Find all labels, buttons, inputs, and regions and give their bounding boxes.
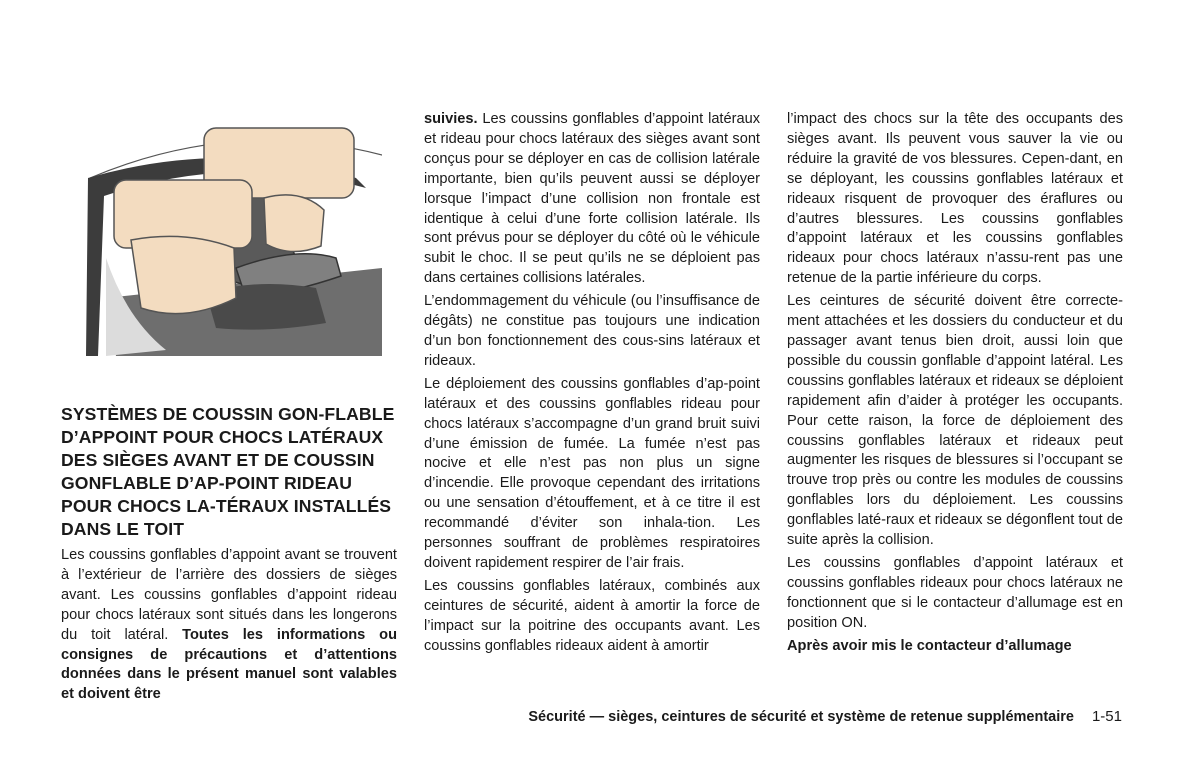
column-3: [787, 110, 1123, 659]
col2-paragraph-2: L’endommagement du véhicule (ou l’insuffisance de dégâts) ne constitue pas toujours une indication d’un bon fonctionnement des cous-sins latéraux et rideaux.: [424, 293, 760, 369]
col2-paragraph-1: [424, 110, 760, 289]
col3-paragraph-2: Les ceintures de sécurité doivent être correcte-ment attachées et les dossiers du conducteur et du passager avant tenus bien droit, aussi loin que possible du coussin gonflable d’appoint latéral. Les coussins gonflables latéraux et rideaux se déploient rapidement afin d’aider à protéger les occupants. Pour cette raison, la force de déploiement des coussins gonflables latéraux et rideaux peut augmenter les risques de blessures si l’occupant se trouve trop près ou contre les modules de coussins gonflables lors du déploiement. Les coussins gonflables laté-raux et rideaux se dégonflent tout de suite après la collision.: [787, 293, 1123, 549]
col1-paragraph-1: [61, 546, 397, 705]
col3-paragraph-1: l’impact des chocs sur la tête des occupants des sièges avant. Ils peuvent vous sauver la vie ou réduire la gravité de vos blessures. Cepen-dant, en se déployant, les coussins gonflables latéraux et rideaux risquent de provoquer des éraflures ou d’autres blessures. Les coussins gonflables d’appoint latéraux et les coussins gonflables rideaux pour chocs latéraux n’assu-rent pas une retenue de la partie inférieure du corps.: [787, 111, 1123, 287]
col2-p1-text: Les coussins gonflables d’appoint latéraux et rideau pour chocs latéraux des sièges avant sont conçus pour se déployer en cas de collision latérale importante, bien qu’ils peuvent aussi se déployer lorsque l’impact d’une collision non frontale est identique à celui d’une forte collision latérale. Ils sont prévus pour se déployer du côté où le véhicule subit le choc. Il se peut qu’ils ne se déploient pas dans certaines collisions latérales.: [424, 111, 760, 287]
col3-paragraph-3: Les coussins gonflables d’appoint latéraux et coussins gonflables rideaux pour chocs latéraux ne fonctionnent que si le contacteur d’allumage est en position ON.: [787, 554, 1123, 631]
col2-paragraph-3: Le déploiement des coussins gonflables d’ap-point latéraux et des coussins gonflables rideau pour chocs latéraux s’accompagne d’un grand bruit suivi d’une émission de fumée. La fumée n’est pas nocive et elle n’est pas non plus un signe d’incendie. Elle provoque cependant des irritations ou une sensation d’étouffement, et à ce titre il est recommandé d’éviter son inhala-tion. Les personnes souffrant de problèmes respiratoires doivent rapidement respirer de l’air frais.: [424, 375, 760, 571]
page-number: 1-51: [1091, 708, 1122, 725]
section-heading: SYSTÈMES DE COUSSIN GON-FLABLE D’APPOINT POUR CHOCS LATÉRAUX DES SIÈGES AVANT ET DE COUSSIN GONFLABLE D’AP-POINT RIDEAU POUR CHOCS LA-TÉRAUX INSTALLÉS DANS LE TOIT: [61, 404, 395, 539]
col3-paragraph-4: [787, 637, 1123, 657]
col2-paragraph-4: Les coussins gonflables latéraux, combinés aux ceintures de sécurité, aident à amortir la force de l’impact sur la poitrine des occupants avant. Les coussins gonflables rideaux aident à amortir: [424, 577, 760, 654]
page-footer: [528, 708, 1122, 725]
col2-p1-bold: suivies.: [424, 111, 478, 127]
footer-title: Sécurité — sièges, ceintures de sécurité et système de retenue supplémentaire: [528, 709, 1074, 725]
airbag-illustration: [86, 118, 382, 356]
airbag-car-interior-image: [86, 118, 382, 356]
column-1: [61, 403, 397, 708]
col1-p1-bold: Toutes les informations ou consignes de précautions et d’attentions données dans le présent manuel sont valables et doivent être: [61, 626, 397, 703]
col3-p4-bold: Après avoir mis le contacteur d’allumage: [787, 637, 1072, 654]
column-2: [424, 110, 760, 659]
col1-p1-text: Les coussins gonflables d’appoint avant se trouvent à l’extérieur de l’arrière des dossiers de sièges avant. Les coussins gonflables d’appoint rideau pour chocs latéraux sont situés dans les longerons du toit latéral.: [61, 547, 397, 643]
